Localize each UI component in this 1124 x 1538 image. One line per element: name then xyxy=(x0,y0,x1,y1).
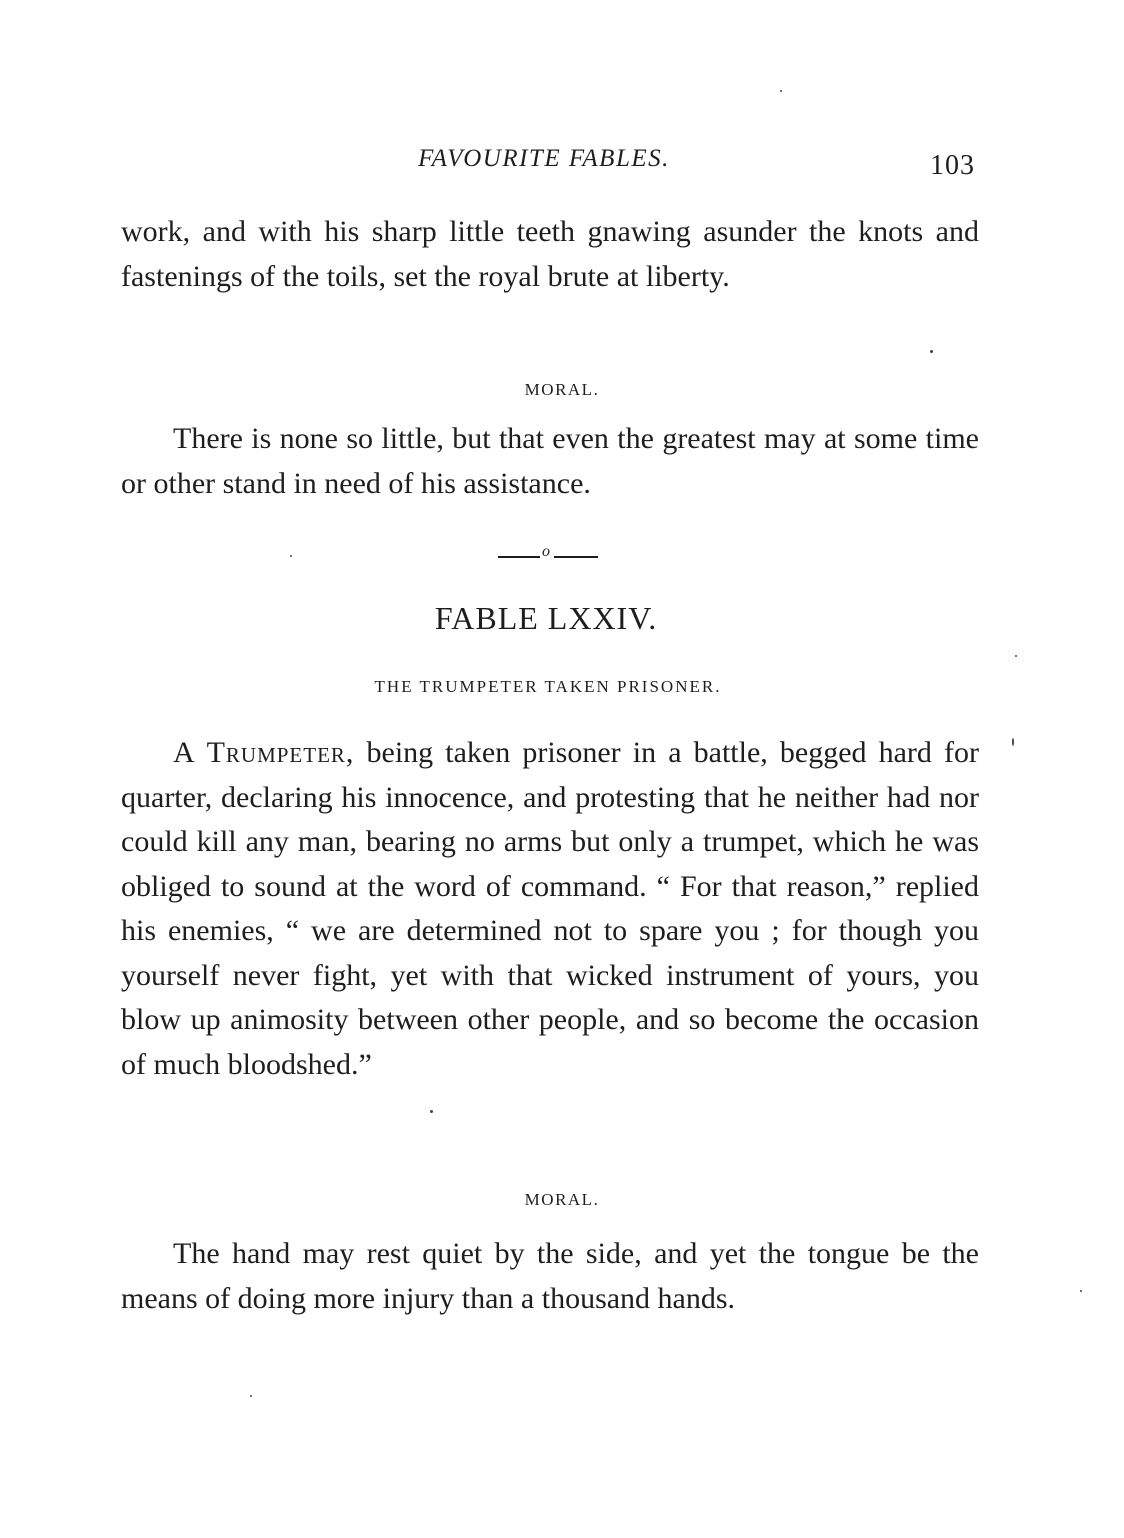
scan-speck xyxy=(930,350,933,353)
scan-speck xyxy=(430,1110,433,1113)
scan-speck xyxy=(250,1395,252,1397)
moral-text-2: The hand may rest quiet by the side, and yet the tongue be the means of doing more injury than a thousand hands. xyxy=(121,1237,979,1315)
divider-ornament: o xyxy=(542,543,550,560)
fable-body-text: being taken prisoner in a battle, begged hard for quarter, declaring his innocence, and protesting that he neither had nor could kill any man, bearing no arms but only a trumpet, which he was obliged to sound at the word of command. “ For that reason,” replied his enemies, “ we are determined not to spare you ; for though you yourself never fight, yet with that wicked instrument of yours, you blow up animosity between other people, and so become the occasion of much bloodshed.” xyxy=(121,736,980,1081)
moral-heading-1: MORAL. xyxy=(524,380,600,399)
fable-subtitle: THE TRUMPETER TAKEN PRISONER. xyxy=(374,677,722,696)
page-number: 103 xyxy=(930,150,975,181)
moral-heading-2: MORAL. xyxy=(524,1190,600,1209)
scan-speck xyxy=(290,555,292,557)
scan-speck xyxy=(780,90,782,92)
running-head: FAVOURITE FABLES. xyxy=(418,145,670,172)
moral-text-1: There is none so little, but that even the greatest may at some time or other stand in need of his assistance. xyxy=(121,422,979,500)
divider-line-right xyxy=(554,556,598,558)
fable-opening-words: A Trumpeter, xyxy=(173,736,355,769)
fable-title: FABLE LXXIV. xyxy=(434,600,658,636)
section-divider xyxy=(498,543,598,563)
continuation-paragraph: work, and with his sharp little teeth gnawing asunder the knots and fastenings of the toils, set the royal brute at liberty. xyxy=(121,215,979,293)
scan-speck xyxy=(1080,1290,1082,1292)
scan-speck xyxy=(1015,655,1017,657)
divider-line-left xyxy=(498,556,540,558)
scan-speck xyxy=(1012,738,1014,746)
fable-body xyxy=(121,731,979,1087)
